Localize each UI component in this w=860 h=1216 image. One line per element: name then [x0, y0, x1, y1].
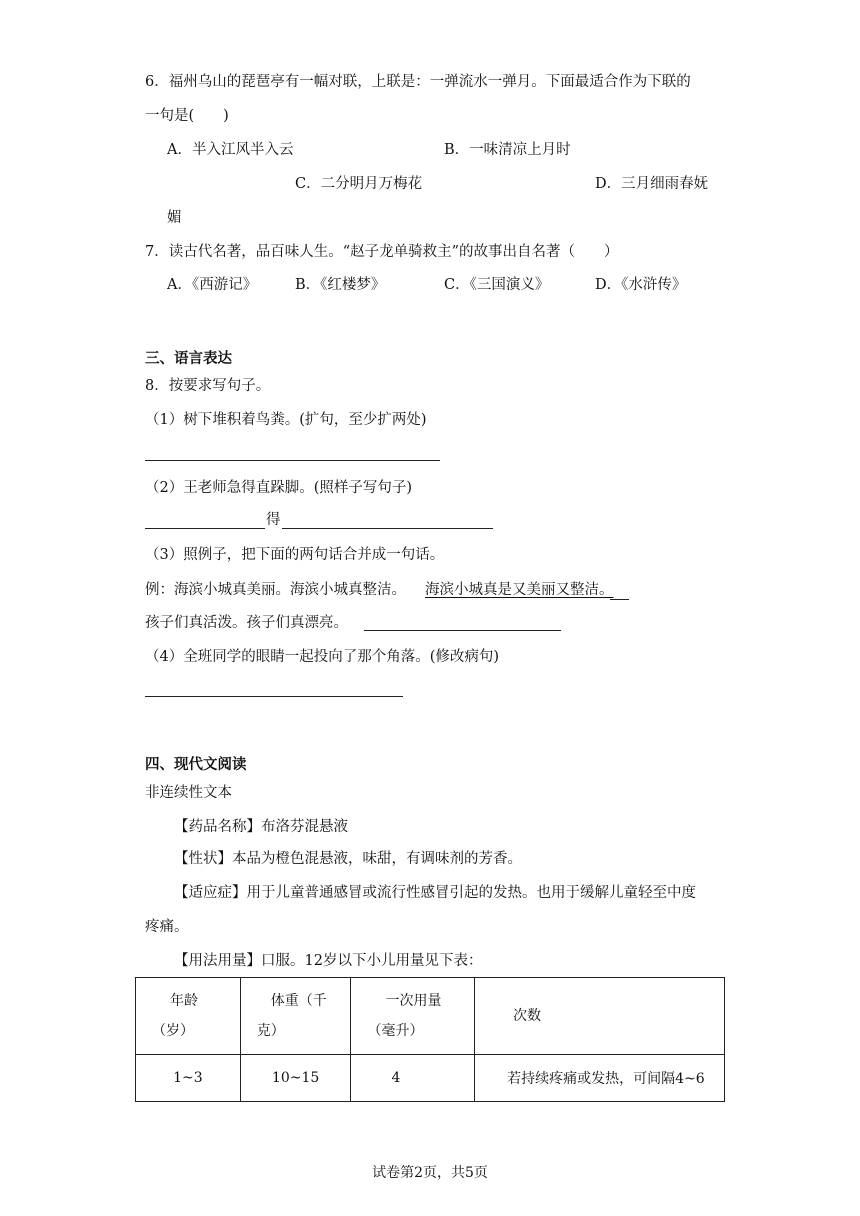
table-header-row	[136, 978, 725, 1055]
q8-example-prefix: 例：海滨小城真美丽。海滨小城真整洁。	[145, 582, 406, 598]
q8-example-answer: 海滨小城真是又美丽又整洁。	[425, 582, 614, 598]
row1-age: 1~3	[136, 1055, 241, 1102]
header-times	[475, 978, 725, 1055]
example-underline-tail	[610, 599, 629, 600]
q8-sub2-de: 得	[266, 512, 281, 528]
q7-stem: 7．读古代名著，品百味人生。“赵子龙单骑救主”的故事出自名著（ ）	[145, 244, 619, 260]
page-footer: 试卷第2页，共5页	[372, 1165, 488, 1181]
answer-line-2b[interactable]	[282, 528, 493, 529]
header-weight	[240, 978, 351, 1055]
answer-line-1[interactable]	[145, 460, 440, 461]
q6-stem-line1: 6．福州乌山的琵琶亭有一幅对联，上联是：一弹流水一弹月。下面最适合作为下联的	[145, 74, 691, 90]
q7-option-d: D．《水浒传》	[595, 277, 687, 293]
header-times-text: 次数	[513, 1008, 542, 1024]
header-age-line1: 年龄	[170, 993, 198, 1009]
answer-line-2a[interactable]	[145, 528, 265, 529]
row1-weight: 10~15	[240, 1055, 351, 1102]
section4-subtitle: 非连续性文本	[145, 785, 232, 801]
q8-sub4: （4）全班同学的眼睛一起投向了那个角落。(修改病句)	[145, 649, 500, 665]
header-age	[136, 978, 241, 1055]
drug-dosage: 【用法用量】口服。12岁以下小儿用量见下表：	[174, 953, 483, 969]
q7-option-b: B．《红楼梦》	[295, 277, 386, 293]
q6-option-d-cont: 媚	[167, 210, 182, 226]
q8-sub3-task: 孩子们真活泼。孩子们真漂亮。	[145, 615, 348, 631]
header-dose	[351, 978, 475, 1055]
q6-option-b: B．一味清凉上月时	[444, 142, 571, 158]
drug-name: 【药品名称】布洛芬混悬液	[174, 819, 348, 835]
header-age-line2: （岁）	[152, 1023, 194, 1039]
answer-line-4[interactable]	[145, 696, 403, 697]
answer-line-3[interactable]	[364, 630, 561, 631]
row1-dose: 4	[351, 1055, 475, 1102]
q7-option-c: C．《三国演义》	[444, 277, 550, 293]
q7-option-a: A．《西游记》	[167, 277, 258, 293]
section4-title: 四、现代文阅读	[145, 757, 247, 773]
q6-stem-line2: 一句是( )	[145, 108, 229, 124]
drug-properties: 【性状】本品为橙色混悬液，味甜，有调味剂的芳香。	[174, 851, 522, 867]
table-row	[136, 1055, 725, 1102]
q8-stem: 8．按要求写句子。	[145, 378, 271, 394]
drug-indications-line1: 【适应症】用于儿童普通感冒或流行性感冒引起的发热。也用于缓解儿童轻至中度	[174, 885, 696, 901]
header-dose-line1: 一次用量	[385, 993, 442, 1009]
header-dose-line2: （毫升）	[367, 1023, 424, 1039]
q8-sub2: （2）王老师急得直跺脚。(照样子写句子)	[145, 480, 413, 496]
drug-indications-line2: 疼痛。	[145, 919, 189, 935]
row1-times: 若持续疼痛或发热，可间隔4~6	[475, 1055, 725, 1102]
q6-option-c: C．二分明月万梅花	[295, 176, 423, 192]
dosage-table	[135, 977, 725, 1102]
section3-title: 三、语言表达	[145, 351, 232, 367]
q6-option-a: A．半入江风半入云	[167, 142, 294, 158]
q6-option-d: D．三月细雨春妩	[595, 176, 709, 192]
header-weight-line1: 体重（千	[270, 993, 327, 1009]
q8-sub3: （3）照例子，把下面的两句话合并成一句话。	[145, 547, 445, 563]
header-weight-line2: 克）	[256, 1023, 285, 1039]
q8-sub1: （1）树下堆积着鸟粪。(扩句，至少扩两处)	[145, 412, 427, 428]
